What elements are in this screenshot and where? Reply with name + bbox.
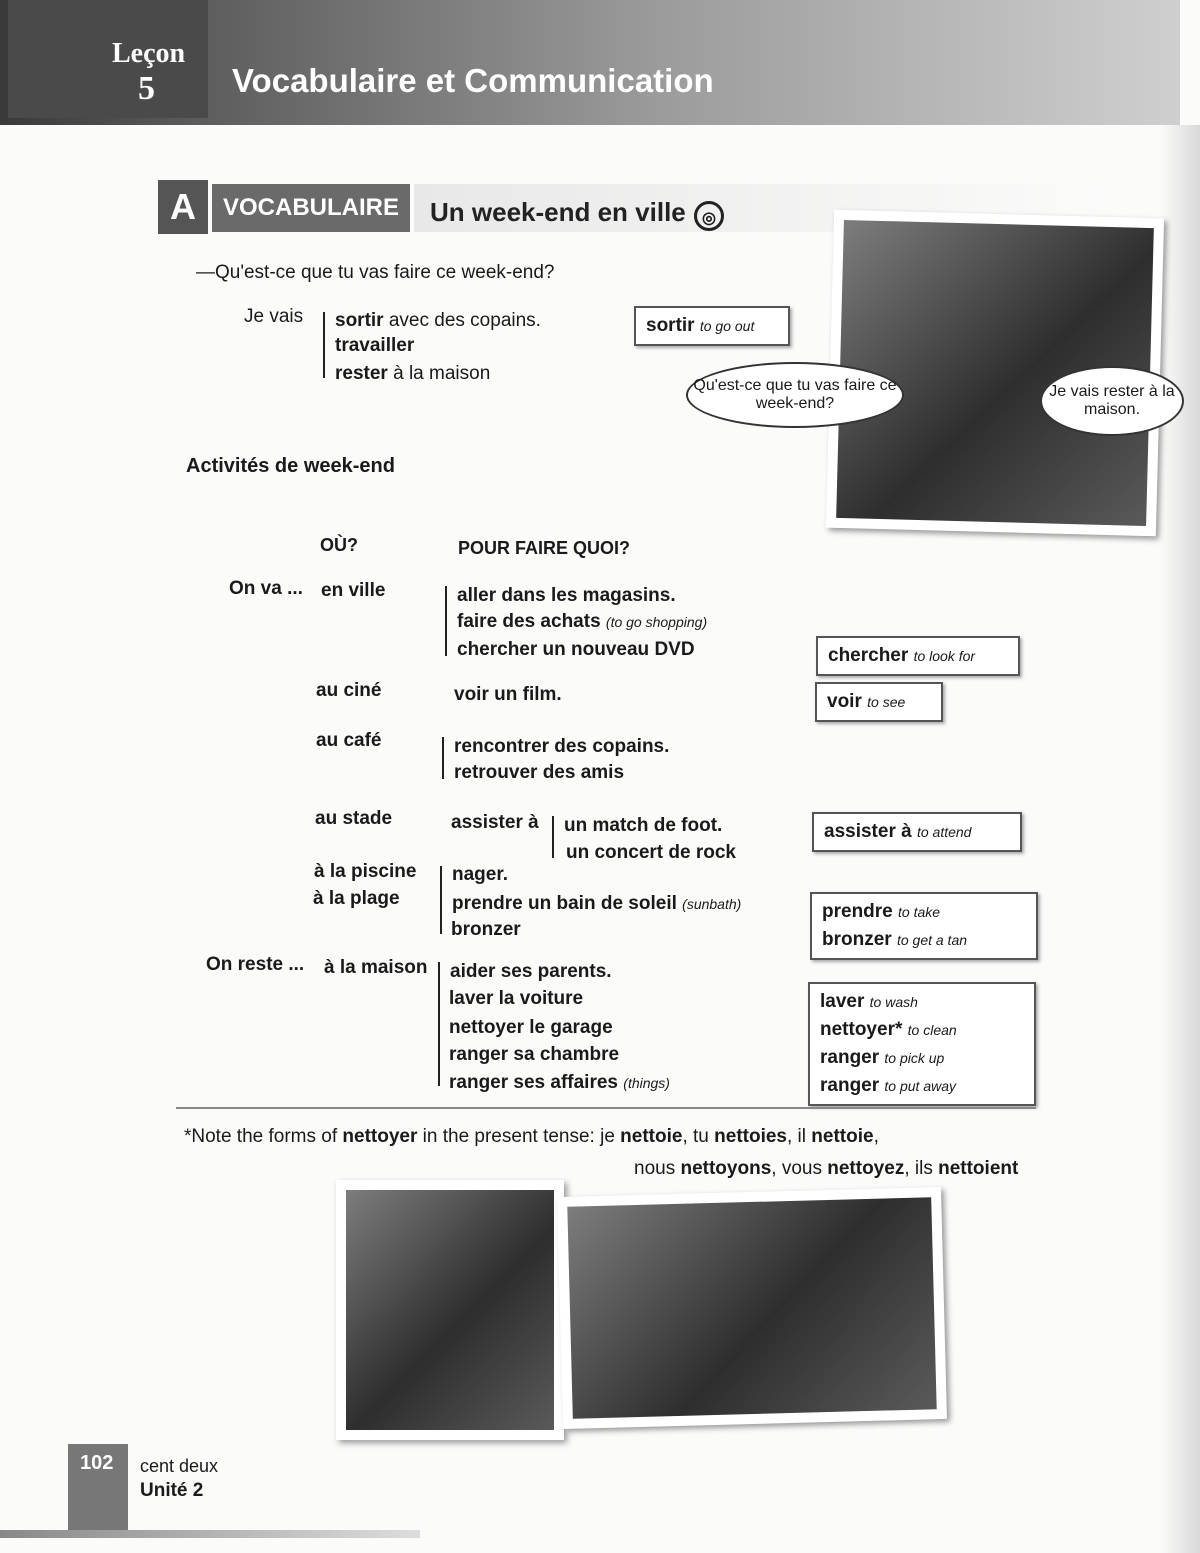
gloss-box-assister: assister à to attend (812, 812, 1022, 852)
note-line-1: *Note the forms of nettoyer in the present tense: je nettoie, tu nettoies, il nettoie, (184, 1126, 879, 1147)
lesson-number: 5 (138, 70, 155, 107)
unit-label: Unité 2 (140, 1480, 204, 1501)
activity-item: ranger sa chambre (449, 1044, 620, 1065)
bracket-line (438, 962, 440, 1086)
gloss-box-prendre-bronzer: prendre to take bronzer to get a tan (810, 892, 1038, 960)
activity-item: un concert de rock (566, 842, 736, 863)
photo-washing-car (557, 1187, 947, 1429)
bracket-line (442, 737, 444, 779)
section-letter: A (158, 180, 208, 234)
lesson-label: Leçon (112, 38, 186, 69)
bracket-line (445, 586, 447, 656)
gloss-box-sortir: sortir to go out (634, 306, 790, 346)
place-au-cafe: au café (316, 730, 382, 751)
je-vais-item: travailler (335, 335, 415, 356)
audio-cd-icon[interactable]: ◎ (694, 201, 724, 231)
column-header-where: OÙ? (320, 535, 358, 555)
bracket-line (323, 312, 325, 378)
divider (176, 1107, 1036, 1109)
bracket-line (440, 866, 442, 934)
activity-item: aller dans les magasins. (457, 585, 676, 606)
activity-item: nager. (452, 864, 508, 885)
je-vais-lead: Je vais (244, 306, 304, 327)
column-header-what: POUR FAIRE QUOI? (458, 538, 631, 558)
place-au-cine: au ciné (316, 680, 382, 701)
section-title: Un week-end en ville (430, 197, 686, 227)
activity-item: laver la voiture (449, 988, 584, 1009)
place-a-la-piscine: à la piscine (314, 861, 417, 882)
place-a-la-maison: à la maison (324, 957, 428, 978)
place-au-stade: au stade (315, 808, 393, 829)
photo-boy-cleaning (336, 1180, 564, 1440)
activity-item: voir un film. (454, 684, 562, 705)
on-va-label: On va ... (229, 578, 303, 599)
speech-bubble-right: Je vais rester à la maison. (1040, 366, 1184, 436)
activity-item: bronzer (451, 919, 521, 940)
place-en-ville: en ville (321, 580, 386, 601)
activity-item: un match de foot. (564, 815, 723, 836)
activity-item: faire des achats (to go shopping) (457, 611, 708, 632)
activity-item: nettoyer le garage (449, 1017, 613, 1038)
question-text: —Qu'est-ce que tu vas faire ce week-end? (196, 262, 555, 283)
gloss-box-chercher: chercher to look for (816, 636, 1020, 676)
je-vais-item: rester à la maison (335, 363, 491, 384)
activity-verb: assister à (451, 812, 539, 833)
activity-item: retrouver des amis (454, 762, 625, 783)
gloss-box-voir: voir to see (815, 682, 943, 722)
note-line-2: nous nettoyons, vous nettoyez, ils nettoient (634, 1158, 1019, 1179)
photo-image (346, 1190, 554, 1430)
activity-item: aider ses parents. (450, 961, 612, 982)
bottom-rule (0, 1530, 420, 1538)
page-number-words: cent deux (140, 1456, 219, 1476)
activities-heading: Activités de week-end (186, 455, 395, 477)
speech-bubble-left: Qu'est-ce que tu vas faire ce week-end? (686, 362, 904, 428)
activity-item: prendre un bain de soleil (sunbath) (452, 893, 742, 914)
section-label: VOCABULAIRE (212, 184, 410, 232)
on-reste-label: On reste ... (206, 954, 305, 975)
activity-item: chercher un nouveau DVD (457, 639, 695, 660)
bracket-line (552, 816, 554, 858)
activity-item: rencontrer des copains. (454, 736, 670, 757)
je-vais-item: sortir avec des copains. (335, 310, 541, 331)
page-edge-shadow (1160, 125, 1200, 1553)
place-a-la-plage: à la plage (313, 888, 400, 909)
activity-item: ranger ses affaires (things) (449, 1072, 670, 1093)
gloss-box-maison-verbs: laver to wash nettoyer* to clean ranger to pick up ranger to put away (808, 982, 1036, 1106)
photo-image (567, 1197, 936, 1418)
page-number: 102 (80, 1452, 114, 1474)
page-title: Vocabulaire et Communication (232, 62, 714, 99)
